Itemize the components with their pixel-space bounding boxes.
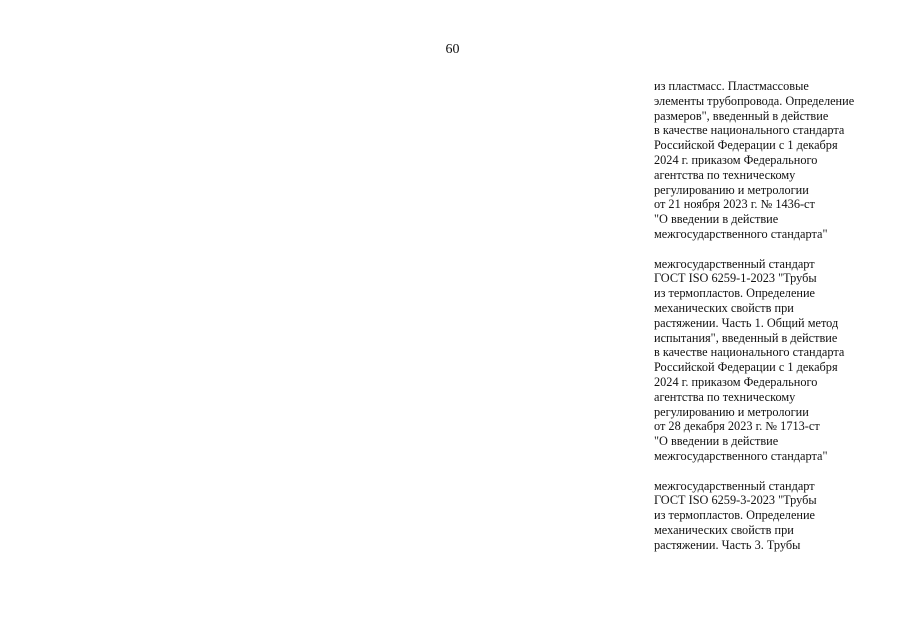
text-line: из пластмасс. Пластмассовые xyxy=(654,79,809,93)
text-line: межгосударственный стандарт xyxy=(654,478,815,493)
text-line: от 28 декабря 2023 г. № 1713-ст xyxy=(654,419,820,434)
text-line: из термопластов. Определение xyxy=(654,286,816,301)
text-line: агентства по техническому xyxy=(654,389,796,404)
text-line: агентства по техническому xyxy=(654,167,796,182)
text-line: "О введении в действие xyxy=(654,434,779,449)
text-line: растяжении. Часть 3. Трубы xyxy=(654,537,801,552)
text-line: ГОСТ ISO 6259-3-2023 "Трубы xyxy=(654,493,817,508)
text-line: размеров", введенный в действие xyxy=(654,108,829,123)
text-line: в качестве национального стандарта xyxy=(654,345,845,360)
text-line: от 21 ноября 2023 г. № 1436-ст xyxy=(654,197,815,212)
text-block-2 xyxy=(654,257,894,464)
text-line: "О введении в действие xyxy=(654,212,779,227)
text-line: растяжении. Часть 1. Общий метод xyxy=(654,315,839,330)
text-line: Российской Федерации с 1 декабря xyxy=(654,360,838,375)
text-line: в качестве национального стандарта xyxy=(654,123,845,138)
text-line: ГОСТ ISO 6259-1-2023 "Трубы xyxy=(654,271,817,286)
text-line: межгосударственный стандарт xyxy=(654,256,815,271)
text-column xyxy=(654,79,894,567)
text-line: 2024 г. приказом Федерального xyxy=(654,374,818,389)
page-number: 60 xyxy=(445,42,460,57)
text-block-1 xyxy=(654,79,894,242)
text-block-3 xyxy=(654,479,894,553)
text-line: регулированию и метрологии xyxy=(654,404,809,419)
text-line: 2024 г. приказом Федерального xyxy=(654,152,818,167)
text-line: межгосударственного стандарта" xyxy=(654,226,828,241)
text-line: испытания", введенный в действие xyxy=(654,330,838,345)
text-line: регулированию и метрологии xyxy=(654,182,809,197)
text-line: механических свойств при xyxy=(654,300,794,315)
text-line: межгосударственного стандарта" xyxy=(654,448,828,463)
text-line: Российской Федерации с 1 декабря xyxy=(654,138,838,153)
text-line: механических свойств при xyxy=(654,522,794,537)
text-line: элементы трубопровода. Определение xyxy=(654,93,855,108)
text-line: из термопластов. Определение xyxy=(654,508,816,523)
